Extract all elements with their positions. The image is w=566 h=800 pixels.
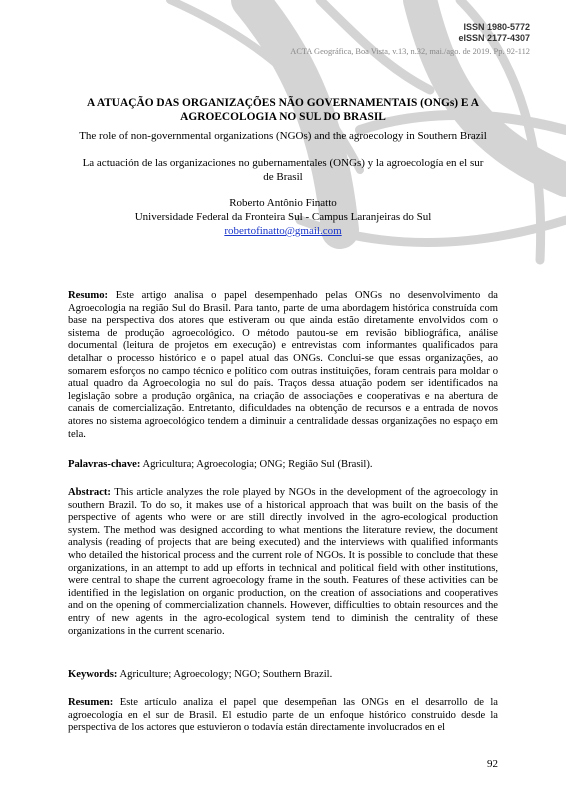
issn-block [458,22,530,44]
article-title: A ATUAÇÃO DAS ORGANIZAÇÕES NÃO GOVERNAMENTAIS (ONGs) E A AGROECOLOGIA NO SUL DO BRASIL [87,97,479,123]
resumo-label: Resumo: [68,290,109,301]
keywords-text: Agriculture; Agroecology; NGO; Southern Brazil. [119,669,333,680]
resumen-label: Resumen: [68,697,114,708]
resumen-paragraph [68,697,498,735]
title-english: The role of non-governmental organizations (NGOs) and the agroecology in Southern Brazil [79,130,487,142]
title-spanish: La actuación de las organizaciones no gubernamentales (ONGs) y la agroecología en el sur de Brasil [82,157,484,183]
abstract-label: Abstract: [68,487,111,498]
resumo-text: Este artigo analisa o papel desempenhado pelas ONGs no desenvolvimento da Agroecologia na região Sul do Brasil. Para tanto, parte de uma abordagem histórica construída com base na perspectiva dos atores que estiveram ou que ainda estão diretamente envolvidos com o sistema de produção agroecológico. O método pautou-se em revisão bibliográfica, análise documental (leitura de projetos em execução) e entrevistas com informantes qualificados para detalhar o processo histórico e o papel atual das ONGs. Conclui-se que essas organizações, ao somarem esforços no campo técnico e político com outras instituições, foram centrais para moldar o atual quadro da Agroecologia no sul do país. Traços dessa atuação podem ser identificados na legislação sobre a produção orgânica, na criação de associações e cooperativas e na abertura de canais de comercialização. Entretanto, dificuldades na obtenção de recursos e a entrada de novos atores no sistema agroecológico tendem a diminuir a centralidade dessas organizações no espaço em tela. [68,290,498,440]
eissn: eISSN 2177-4307 [458,33,530,43]
author-affiliation: Universidade Federal da Fronteira Sul - Campus Laranjeiras do Sul [134,211,432,223]
page-number: 92 [487,758,498,770]
issn: ISSN 1980-5772 [463,22,530,32]
abstract-paragraph [68,487,498,638]
resumen-text: Este artículo analiza el papel que desempeñan las ONGs en el desarrollo de la agroecología en el sur de Brasil. El estudio parte de un enfoque histórico construido desde la perspectiva de los actores que estuvieron o todavía están directamente involucrados en el [68,697,498,734]
palavras-chave-text: Agricultura; Agroecologia; ONG; Região Sul (Brasil). [142,459,373,470]
abstract-text: This article analyzes the role played by NGOs in the development of the agroecology in southern Brazil. To do so, it makes use of a historical approach that was built on the basis of the perspective of agents who were or are still directly involved in the agro-ecological production system. The method was designed according to what mentions the literature review, the document analysis (reading of projects that are being executed) and the interviews with qualified informants who detailed the historical process and the current role of NGOs. It is possible to conclude that these organizations, in an attempt to add up efforts in technical and political field with other institutions, were central to shape the current agroecology frame in the south. Features of these activities can be identified in the legislation on organic production, on the creation of associations and cooperatives and on the opening of commercialization channels. However, difficulties to obtain resources and the entry of new agents in the agro-ecological system tend to diminish the centrality of these organizations in the current scenario. [68,487,498,637]
resumo-paragraph [68,290,498,441]
keywords-label: Keywords: [68,669,118,680]
author-name: Roberto Antônio Finatto [229,197,337,209]
author-block [0,196,566,238]
journal-reference: ACTA Geográfica, Boa Vista, v.13, n.32, mai./ago. de 2019. Pp. 92-112 [290,47,530,56]
author-email-link[interactable]: robertofinatto@gmail.com [224,225,342,237]
palavras-chave-paragraph [68,459,498,472]
keywords-paragraph [68,669,498,682]
palavras-chave-label: Palavras-chave: [68,459,141,470]
